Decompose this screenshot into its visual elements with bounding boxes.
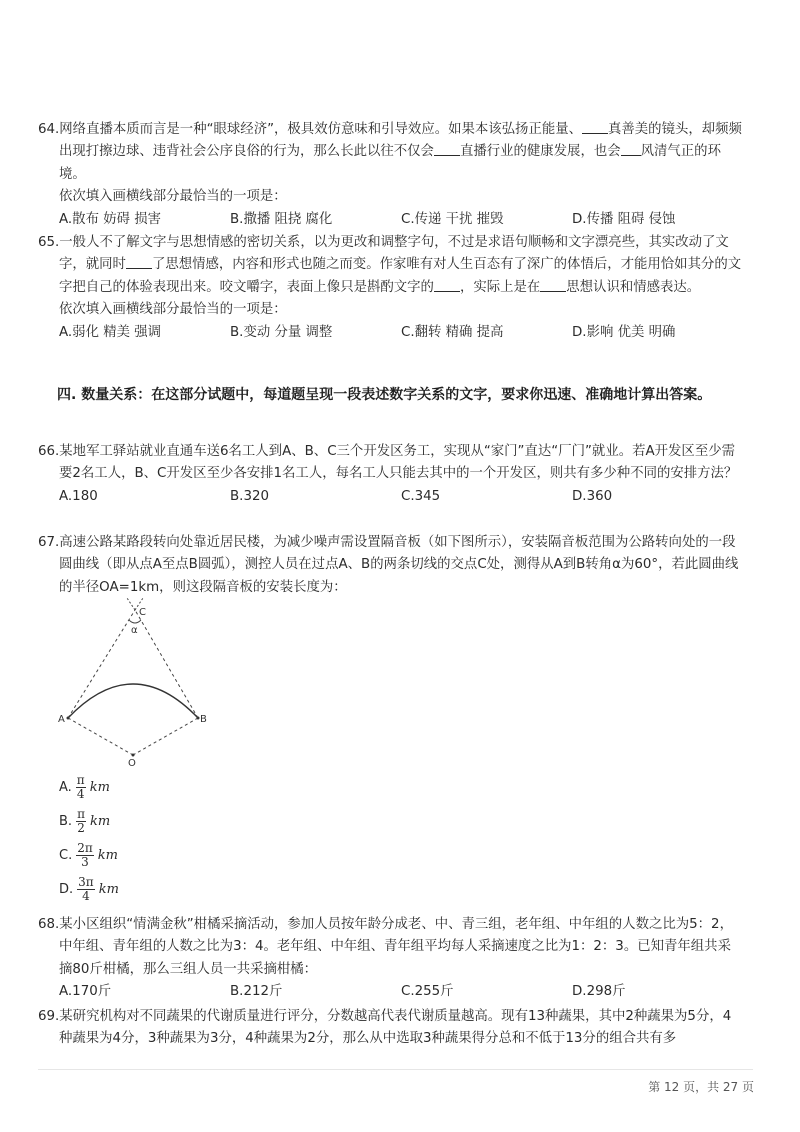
q65-text-3: ，实际上是在 (459, 279, 541, 295)
option-a: A.180 (59, 488, 98, 504)
option-c (59, 838, 118, 872)
option-c: C.345 (401, 488, 441, 504)
question-65-options (38, 322, 743, 344)
unit: km (98, 881, 119, 897)
point-o (132, 754, 135, 757)
extension-line-left (127, 598, 135, 610)
question-67 (38, 532, 743, 599)
question-67-stem: 67.高速公路某路段转向处靠近居民楼，为减少噪声需设置隔音板（如下图所示），安装隔音板范围为公路转向处的一段圆曲线（即从点A至点B圆弧），测控人员在过点A、B的两条切线的交点C处，测得从A到B转角α为60°，若此圆曲线的半径OA=1km，则这段隔音板的安装长度为： (38, 535, 739, 595)
option-a (59, 770, 110, 804)
question-64 (38, 119, 743, 231)
blank (434, 143, 460, 156)
label-b: B (200, 714, 207, 725)
angle-mark (129, 620, 141, 623)
numerator: π (76, 772, 85, 787)
option-letter: B. (59, 813, 73, 829)
option-a: A.170斤 (59, 984, 112, 1000)
numerator: 3π (78, 874, 94, 889)
option-b (59, 804, 110, 838)
fraction (76, 842, 94, 869)
label-o: O (128, 758, 136, 769)
numerator: π (77, 806, 85, 821)
unit: km (89, 779, 110, 795)
q65-text-4: 思想认识和情感表达。 (566, 279, 701, 295)
point-a (67, 717, 70, 720)
fraction (77, 876, 95, 903)
footer-divider (38, 1069, 753, 1070)
option-c: C.翻转 精确 提高 (401, 324, 504, 340)
page-number: 第 12 页，共 27 页 (648, 1080, 754, 1094)
question-65 (38, 232, 743, 344)
q65-text-1: 65.一般人不了解文字与思想情感的密切关系，以为更改和调整字句，不过是求语句顺畅和文字漂亮些，其实改动了文字，就同时 (38, 235, 729, 273)
tangent-line-ac (68, 610, 135, 718)
option-d: D.影响 优美 明确 (572, 324, 676, 340)
option-a: A.散布 妨碍 损害 (59, 211, 162, 227)
fraction (76, 808, 86, 835)
option-b: B.320 (230, 488, 270, 504)
option-d: D.360 (572, 488, 613, 504)
option-d (59, 872, 119, 906)
question-65-stem (38, 232, 743, 299)
denominator: 2 (77, 820, 85, 835)
blank (582, 121, 608, 134)
label-a: A (58, 714, 65, 725)
q65-text-2: 了思想情感，内容和形式也随之而变。作家唯有对人生百态有了深广的体悟后，才能用恰如其分的文字把自己的体验表现出来。咬文嚼字，表面上像只是斟酌文字的 (59, 257, 742, 295)
question-65-lead: 依次填入画横线部分最恰当的一项是： (59, 302, 287, 318)
figure-svg (55, 600, 215, 770)
question-66-options (38, 486, 743, 508)
tangent-line-bc (135, 610, 198, 718)
section-heading: 四. 数量关系：在这部分试题中，每道题呈现一段表述数字关系的文字，要求你迅速、准确地计算出答案。 (57, 387, 712, 403)
blank (621, 143, 641, 156)
numerator: 2π (77, 840, 93, 855)
q64-text-4: 风清气正的环境。 (59, 144, 721, 182)
option-letter: A. (59, 779, 72, 795)
option-letter: D. (59, 881, 74, 897)
question-68-stem: 68.某小区组织“情满金秋”柑橘采摘活动，参加人员按年龄分成老、中、青三组，老年组、中年组的人数之比为5：2，中年组、青年组的人数之比为3：4。老年组、中年组、青年组平均每人采摘速度之比为1：2：3。已知青年组共采摘80斤柑橘，那么三组人员一共采摘柑橘： (38, 917, 733, 977)
option-c: C.传递 干扰 摧毁 (401, 211, 504, 227)
option-c: C.255斤 (401, 984, 454, 1000)
option-d: D.传播 阻碍 侵蚀 (572, 211, 676, 227)
question-64-stem (38, 119, 743, 186)
question-64-lead: 依次填入画横线部分最恰当的一项是： (59, 189, 287, 205)
option-d: D.298斤 (572, 984, 626, 1000)
question-64-options (38, 209, 743, 231)
label-c: C (139, 607, 146, 618)
arc-tangent-figure (55, 600, 215, 770)
radius-line-ao (68, 718, 133, 755)
unit: km (89, 813, 111, 829)
option-b: B.变动 分量 调整 (230, 324, 333, 340)
q64-text-2: 真善美的镜头，却频频出现打擦边球、违背社会公序良俗的行为，那么长此以往不仅会 (59, 122, 742, 160)
option-letter: C. (59, 847, 73, 863)
question-66 (38, 441, 743, 508)
denominator: 4 (82, 888, 90, 903)
option-a: A.弱化 精美 强调 (59, 324, 162, 340)
label-alpha: α (131, 625, 138, 636)
blank (540, 279, 566, 292)
question-66-stem: 66.某地军工驿站就业直通车送6名工人到A、B、C三个开发区务工，实现从“家门”直达“厂门”就业。若A开发区至少需要2名工人，B、C开发区至少各安排1名工人，每名工人只能去其中的一个开发区，则共有多少种不同的安排方法？ (38, 444, 738, 482)
unit: km (97, 847, 118, 863)
fraction (76, 774, 86, 801)
question-69-stem: 69.某研究机构对不同蔬果的代谢质量进行评分，分数越高代表代谢质量越高。现有13种蔬果，其中2种蔬果为5分，4种蔬果为4分，3种蔬果为3分，4种蔬果为2分，那么从中选取3种蔬果得分总和不低于13分的组合共有多 (38, 1009, 732, 1047)
arc-ab (68, 684, 198, 718)
option-b: B.撒播 阻挠 腐化 (230, 211, 333, 227)
question-69 (38, 1006, 743, 1051)
blank (126, 256, 152, 269)
question-68-options (38, 981, 743, 1003)
q64-text-3: 直播行业的健康发展，也会 (459, 144, 621, 160)
denominator: 4 (76, 786, 85, 801)
denominator: 3 (81, 854, 89, 869)
option-b: B.212斤 (230, 984, 283, 1000)
radius-line-bo (133, 718, 198, 755)
blank (434, 279, 460, 292)
question-68 (38, 914, 743, 1004)
q64-text-1: 64.网络直播本质而言是一种“眼球经济”，极具效仿意味和引导效应。如果本该弘扬正能量、 (38, 122, 583, 137)
